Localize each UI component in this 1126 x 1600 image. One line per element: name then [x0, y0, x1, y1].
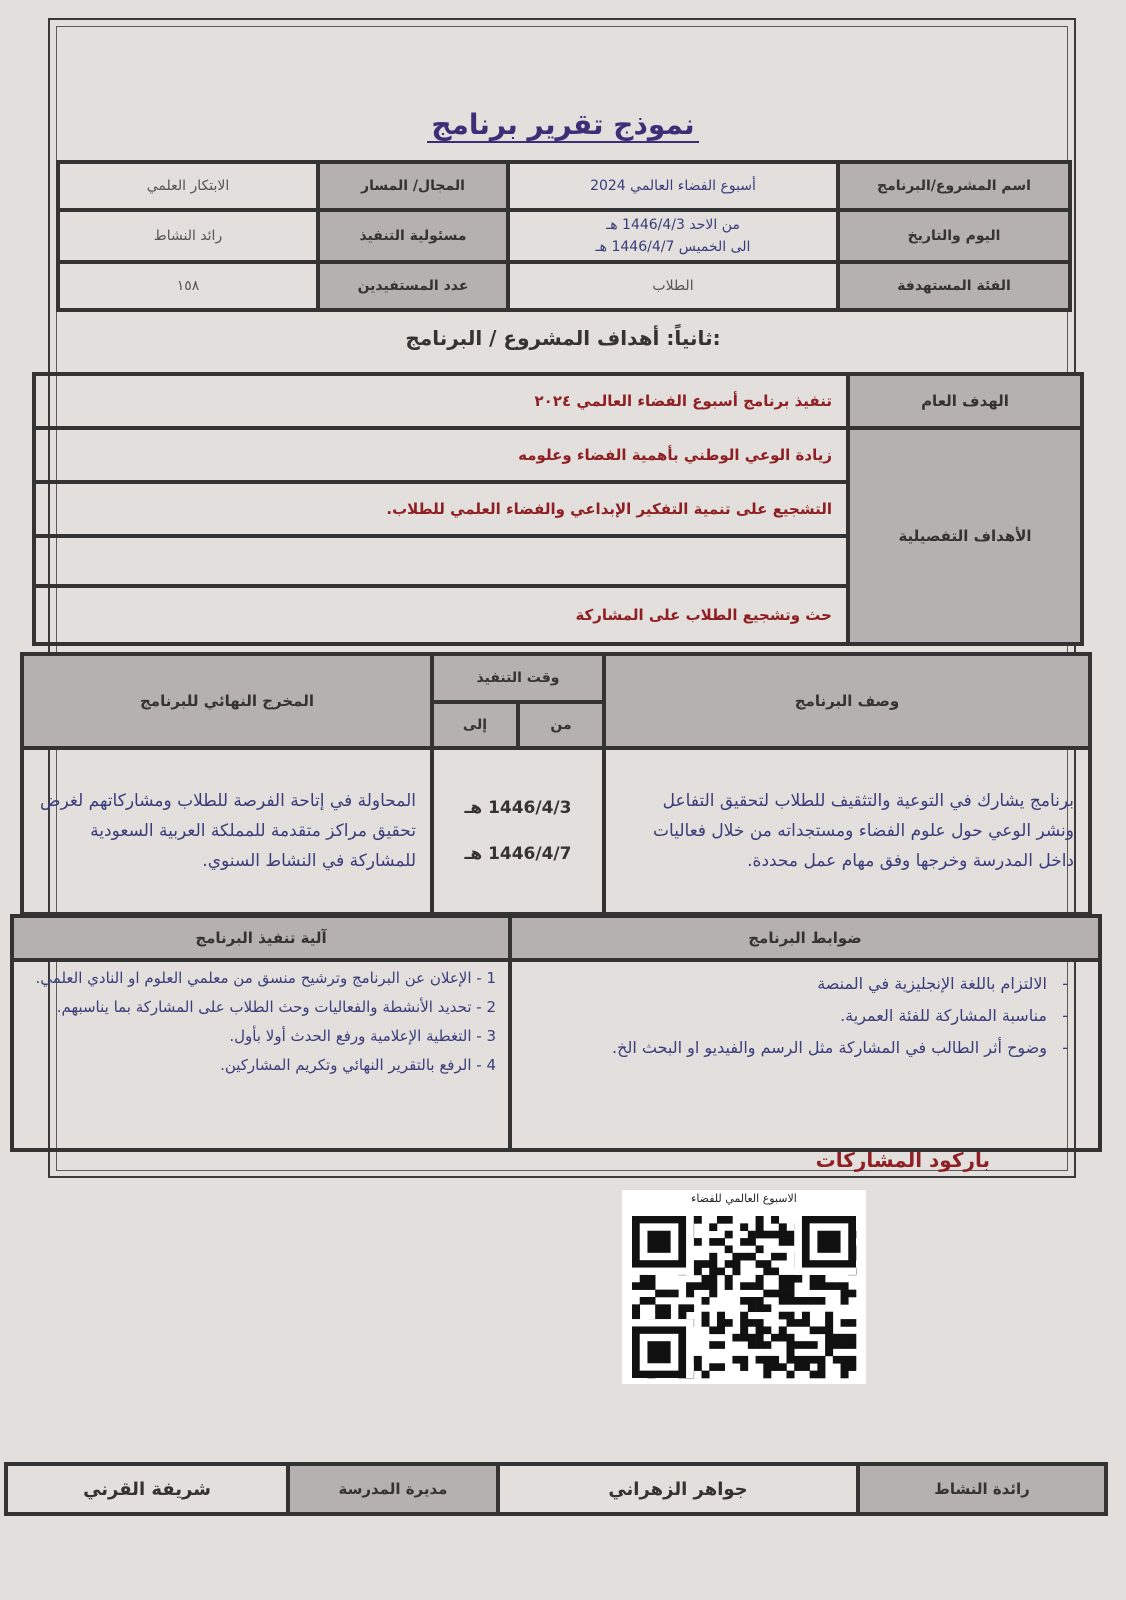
to-value: 1446/4/7 هـ [464, 844, 572, 864]
info-table [56, 160, 1072, 312]
mechanism-item: 3 - التغطية الإعلامية ورفع الحدث أولا بأول. [229, 1027, 496, 1045]
page-title [0, 108, 1126, 141]
responsibility-label: مسئولية التنفيذ [318, 210, 508, 262]
from-value: 1446/4/3 هـ [464, 798, 572, 818]
mechanism-label: آلية تنفيذ البرنامج [12, 916, 510, 960]
final-output-label: المخرج النهائي للبرنامج [22, 654, 432, 748]
signature-table [4, 1462, 1108, 1516]
count-value: ١٥٨ [58, 262, 318, 310]
date-label: اليوم والتاريخ [838, 210, 1070, 262]
mechanism-item: 1 - الإعلان عن البرنامج وترشيح منسق من معلمي العلوم او النادي العلمي. [35, 969, 496, 987]
rules-list [510, 960, 1100, 1150]
barcode-title: باركود المشاركات [815, 1148, 990, 1172]
rule-item: - وضوح أثر الطالب في المشاركة مثل الرسم والفيديو او البحث الخ. [612, 1038, 1068, 1057]
to-label: إلى [432, 702, 518, 748]
detailed-goal-3 [34, 536, 848, 586]
activity-leader-label: رائدة النشاط [858, 1464, 1106, 1514]
field-label: المجال/ المسار [318, 162, 508, 210]
detailed-goal-2: التشجيع على تنمية التفكير الإبداعي والفضاء العلمي للطلاب. [34, 482, 848, 536]
time-values [432, 748, 604, 914]
from-label: من [518, 702, 604, 748]
responsibility-value: رائد النشاط [58, 210, 318, 262]
detailed-goal-1: زيادة الوعي الوطني بأهمية الفضاء وعلومه [34, 428, 848, 482]
field-value: الابتكار العلمي [58, 162, 318, 210]
qr-code-icon [622, 1190, 866, 1384]
rules-label: ضوابط البرنامج [510, 916, 1100, 960]
principal-label: مديرة المدرسة [288, 1464, 498, 1514]
project-value: أسبوع الفضاء العالمي 2024 [508, 162, 838, 210]
target-value: الطلاب [508, 262, 838, 310]
mechanism-list [12, 960, 510, 1150]
execution-time-label: وقت التنفيذ [432, 654, 604, 702]
mechanism-item: 2 - تحديد الأنشطة والفعاليات وحث الطلاب على المشاركة بما يناسبهم. [56, 998, 496, 1016]
rule-text: الالتزام باللغة الإنجليزية في المنصة [817, 974, 1047, 993]
mechanism-item: 4 - الرفع بالتقرير النهائي وتكريم المشاركين. [220, 1056, 496, 1074]
date-to: الى الخميس 1446/4/7 هـ [595, 239, 751, 255]
general-goal-value: تنفيذ برنامج أسبوع الفضاء العالمي ٢٠٢٤ [34, 374, 848, 428]
objectives-heading: ثانياً: أهداف المشروع / البرنامج: [405, 326, 721, 350]
count-label: عدد المستفيدين [318, 262, 508, 310]
rule-item: - مناسبة المشاركة للفئة العمرية. [840, 1006, 1068, 1025]
rule-text: وضوح أثر الطالب في المشاركة مثل الرسم والفيديو او البحث الخ. [612, 1038, 1047, 1057]
rules-table [10, 914, 1102, 1152]
description-label: وصف البرنامج [604, 654, 1090, 748]
objectives-table [32, 372, 1084, 646]
general-goal-label: الهدف العام [848, 374, 1082, 428]
output-value: المحاولة في إتاحة الفرصة للطلاب ومشاركاتهم لغرض تحقيق مراكز متقدمة للمملكة العربية السعودية للمشاركة في النشاط السنوي. [22, 748, 432, 914]
date-value [508, 210, 838, 262]
qr-code [622, 1190, 866, 1384]
description-table [20, 652, 1092, 916]
date-from: من الاحد 1446/4/3 هـ [606, 217, 740, 233]
description-value: برنامج يشارك في التوعية والتثقيف للطلاب لتحقيق التفاعل ونشر الوعي حول علوم الفضاء ومستجداته من خلال فعاليات داخل المدرسة وخرجها وفق مهام عمل محددة. [604, 748, 1090, 914]
detailed-goal-4: حث وتشجيع الطلاب على المشاركة [34, 586, 848, 644]
detailed-goals-label: الأهداف التفصيلية [848, 428, 1082, 644]
project-label: اسم المشروع/البرنامج [838, 162, 1070, 210]
qr-label: الاسبوع العالمي للفضاء [691, 1192, 797, 1205]
rule-item: - الالتزام باللغة الإنجليزية في المنصة [817, 974, 1068, 993]
page-title-text: نموذج تقرير برنامج [427, 108, 698, 143]
principal-name: شريفة القرني [6, 1464, 288, 1514]
target-label: الفئة المستهدفة [838, 262, 1070, 310]
activity-leader-name: جواهر الزهراني [498, 1464, 858, 1514]
rule-text: مناسبة المشاركة للفئة العمرية. [840, 1006, 1047, 1025]
